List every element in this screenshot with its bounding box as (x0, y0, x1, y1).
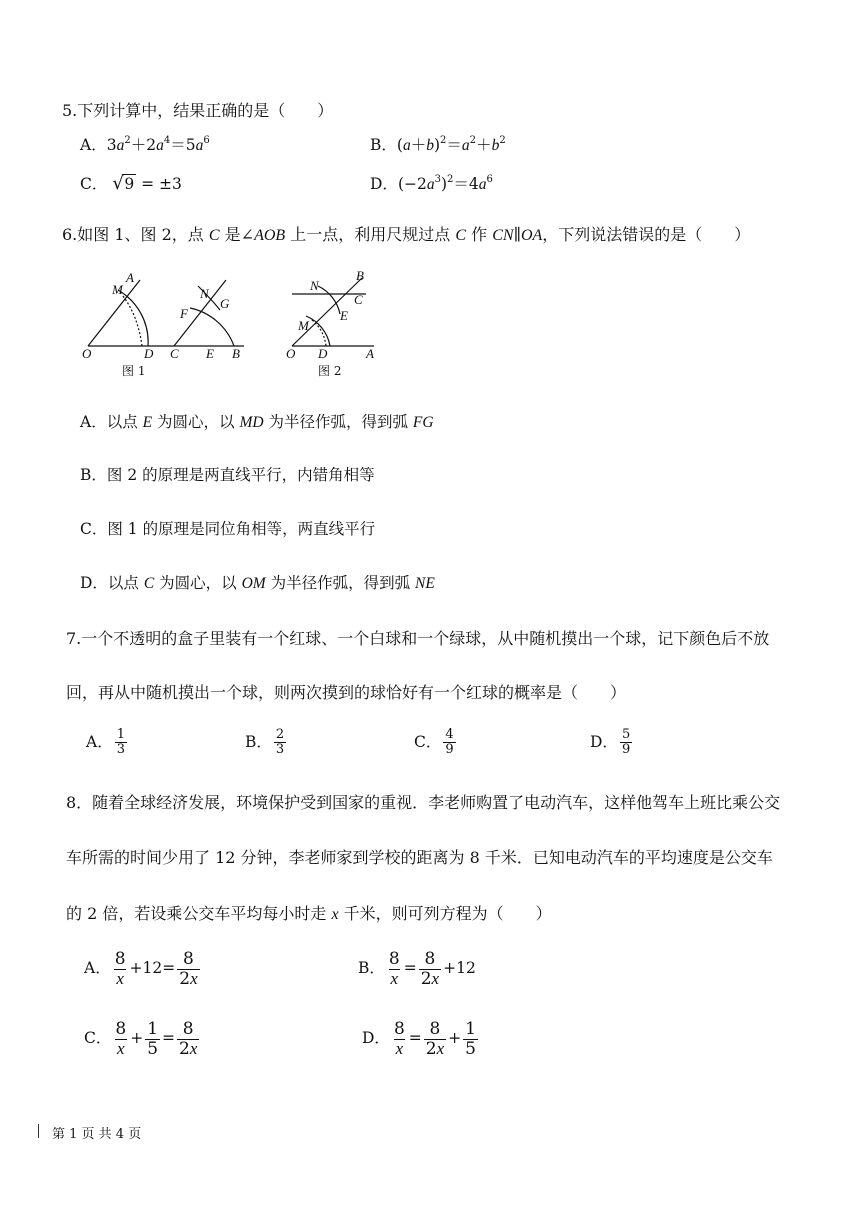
fig1-label-o: O (82, 346, 92, 361)
q8-option-a: A． $\frac{8}{x}$ +12= $\frac{8}{2x}$ (84, 949, 198, 989)
fig2-label-d: D (318, 346, 328, 361)
q5-option-a: A．$3a^2+2a^4=5a^6$ (80, 135, 210, 154)
fig2-label-m: M (298, 318, 309, 333)
q8-option-c: C． $\frac{8}{x}$ + $\frac{1}{5}$ = $\frac{8}{2x}$ (84, 1019, 198, 1059)
figure-2 (282, 268, 382, 383)
q5-option-c: C． √ 9 = ±3 (80, 173, 182, 194)
fig1-label-f: F (180, 306, 188, 321)
q8-option-b: B． $\frac{8}{x}$ = $\frac{8}{2x}$ +12 (358, 949, 476, 989)
fig1-label-m: M (112, 282, 123, 297)
sqrt-expression: √ 9 (112, 173, 135, 194)
fig2-label-c: C (354, 292, 363, 307)
q7-option-a: A． $\frac{1}{3}$ (86, 727, 125, 758)
fig2-label-e: E (340, 308, 348, 323)
q5-option-d-label: D． (370, 175, 398, 193)
fig1-label-d: D (144, 346, 154, 361)
q8-option-d: D． $\frac{8}{x}$ = $\frac{8}{2x}$ + $\frac{1}{5}$ (362, 1019, 476, 1059)
fig2-caption: 图 2 (318, 364, 342, 378)
q7-option-b: B． $\frac{2}{3}$ (245, 727, 285, 758)
margin-mark (38, 1124, 41, 1138)
q6-option-a: A．以点 E 为圆心，以 MD 为半径作弧，得到弧 FG (80, 413, 434, 431)
fig1-label-n: N (200, 286, 209, 301)
fig1-arc-fe (190, 308, 234, 346)
fig2-label-b: B (356, 268, 364, 283)
q5-option-c-label: C． (80, 175, 108, 193)
q6-option-b: B．图 2 的原理是两直线平行，内错角相等 (80, 466, 375, 484)
q7-line-1: 7.一个不透明的盒子里装有一个红球、一个白球和一个绿球，从中随机摸出一个球，记下颜色后不放 (66, 629, 770, 648)
fig1-dashed-arc (123, 296, 142, 346)
q7-option-d: D． $\frac{5}{9}$ (590, 727, 631, 758)
q6-option-d: D．以点 C 为圆心，以 OM 为半径作弧，得到弧 NE (80, 574, 435, 592)
fig1-arc-md (118, 290, 148, 346)
fig2-label-n: N (310, 278, 319, 293)
q5-option-b: B．$(a+b)^2=a^2+b^2$ (370, 135, 506, 154)
q7-option-c: C． $\frac{4}{9}$ (414, 727, 454, 758)
q5-option-d: D．$(-2a^3)^2=4a^6$ (370, 174, 493, 193)
figure-1 (78, 268, 253, 383)
fig2-label-a: A (366, 346, 374, 361)
q5-option-b-label: B． (370, 136, 397, 154)
q8-line-2: 车所需的时间少用了 12 分钟，李老师家到学校的距离为 8 千米．已知电动汽车的平均速度是公交车 (66, 848, 773, 867)
fig1-label-g: G (220, 296, 230, 311)
q8-line-1: 8．随着全球经济发展，环境保护受到国家的重视．李老师购置了电动汽车，这样他驾车上班比乘公交 (66, 793, 781, 812)
q6-option-c: C．图 1 的原理是同位角相等，两直线平行 (80, 520, 376, 538)
q8-line-3: 的 2 倍，若设乘公交车平均每小时走 x 千米，则可列方程为（ ） (66, 904, 552, 923)
q5-option-a-label: A． (80, 136, 107, 154)
fig1-label-b: B (232, 346, 240, 361)
fig2-label-o: O (286, 346, 296, 361)
q7-line-2: 回，再从中随机摸出一个球，则两次摸到的球恰好有一个红球的概率是（ ） (66, 683, 627, 702)
page-footer: 第 1 页 共 4 页 (52, 1127, 142, 1142)
fig1-label-e: E (206, 346, 214, 361)
q6-stem: 6.如图 1、图 2，点 C 是∠AOB 上一点，利用尺规过点 C 作 CN∥OA，下列说法错误的是（ ） (62, 225, 751, 244)
fig1-label-a: A (126, 270, 134, 285)
fig1-label-c: C (170, 346, 179, 361)
fig1-caption: 图 1 (122, 364, 146, 378)
q5-stem: 5.下列计算中，结果正确的是（ ） (62, 101, 334, 120)
